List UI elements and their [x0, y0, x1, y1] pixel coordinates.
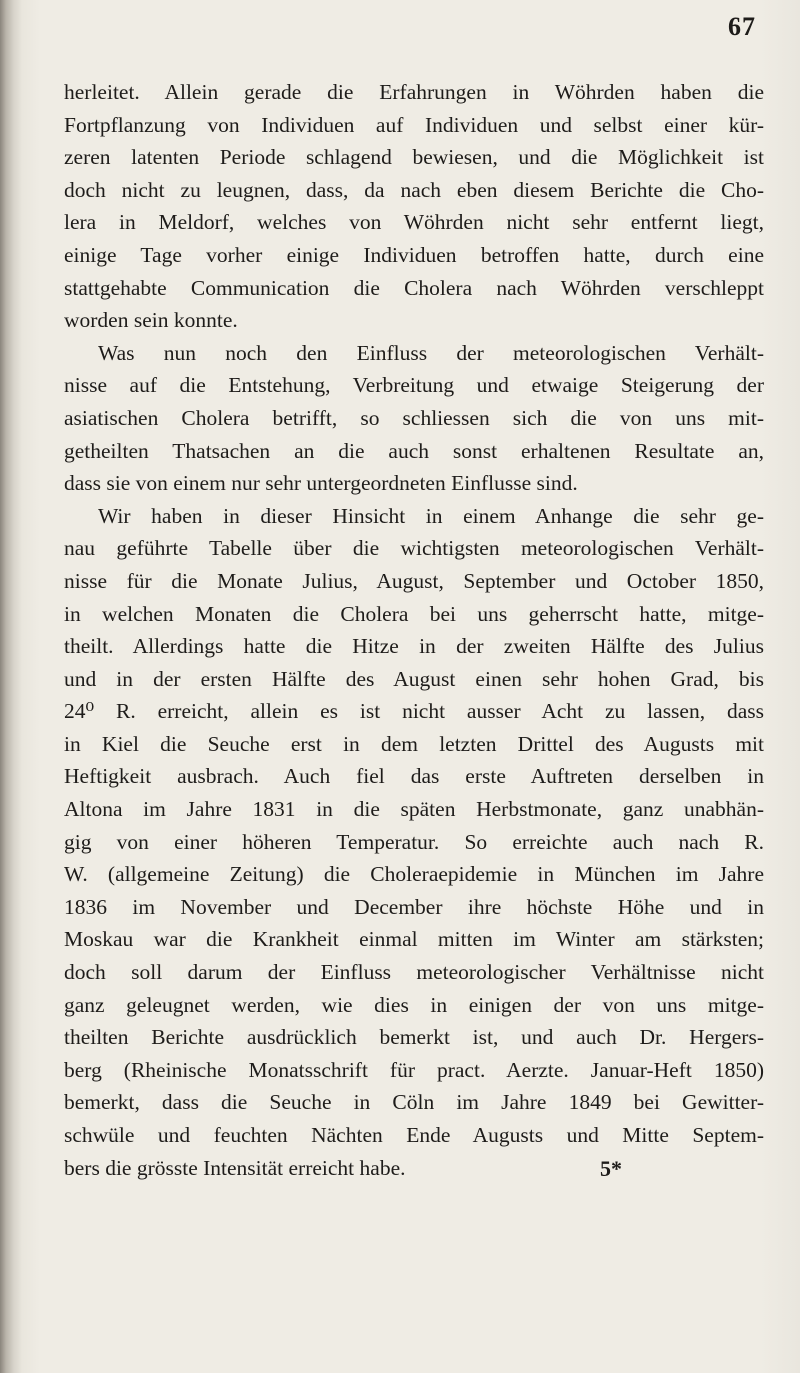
- text-line: herleitet. Allein gerade die Erfahrungen in Wöhrden haben die: [64, 80, 764, 104]
- text-line: Fortpflanzung von Individuen auf Individuen und selbst einer kür-: [64, 112, 764, 137]
- text-line: schwüle und feuchten Nächten Ende Augusts und Mitte Septem-: [64, 1123, 764, 1147]
- text-line: W. (allgemeine Zeitung) die Choleraepidemie in München im Jahre: [64, 862, 764, 887]
- text-line: doch soll darum der Einfluss meteorologischer Verhältnisse nicht: [64, 960, 764, 985]
- text-line: lera in Meldorf, welches von Wöhrden nicht sehr entfernt liegt,: [64, 210, 764, 235]
- text-line: nau geführte Tabelle über die wichtigsten meteorologischen Verhält-: [64, 536, 764, 561]
- binding-shadow: [0, 0, 22, 1373]
- text-line: ganz geleugnet werden, wie dies in einigen der von uns mitge-: [64, 992, 764, 1017]
- text-line: nisse auf die Entstehung, Verbreitung und etwaige Steigerung der: [64, 373, 764, 398]
- text-line: worden sein konnte.: [64, 308, 238, 333]
- text-line: nisse für die Monate Julius, August, September und October 1850,: [64, 568, 764, 593]
- body-text: [64, 76, 764, 1184]
- text-line: berg (Rheinische Monatsschrift für pract. Aerzte. Januar-Heft 1850): [64, 1057, 764, 1082]
- text-line: getheilten Thatsachen an die auch sonst erhaltenen Resultate an,: [64, 438, 764, 463]
- text-line: und in der ersten Hälfte des August einen sehr hohen Grad, bis: [64, 666, 764, 691]
- text-line: bemerkt, dass die Seuche in Cöln im Jahre 1849 bei Gewitter-: [64, 1090, 764, 1115]
- text-line: in Kiel die Seuche erst in dem letzten Drittel des Augusts mit: [64, 731, 764, 756]
- text-line: stattgehabte Communication die Cholera nach Wöhrden verschleppt: [64, 275, 764, 300]
- page-number: 67: [728, 12, 756, 41]
- text-line: gig von einer höheren Temperatur. So erreichte auch nach R.: [64, 829, 764, 854]
- text-line: einige Tage vorher einige Individuen betroffen hatte, durch eine: [64, 242, 764, 267]
- text-line: 1836 im November und December ihre höchste Höhe und in: [64, 894, 764, 919]
- text-line: Altona im Jahre 1831 in die späten Herbstmonate, ganz unabhän-: [64, 797, 764, 822]
- text-line: Moskau war die Krankheit einmal mitten im Winter am stärksten;: [64, 927, 764, 952]
- text-line: zeren latenten Periode schlagend bewiesen, und die Möglichkeit ist: [64, 145, 764, 170]
- text-line: theilten Berichte ausdrücklich bemerkt ist, und auch Dr. Hergers-: [64, 1025, 764, 1050]
- text-line: in welchen Monaten die Cholera bei uns geherrscht hatte, mitge-: [64, 601, 764, 626]
- text-line: bers die grösste Intensität erreicht habe.: [64, 1155, 406, 1180]
- text-line: Heftigkeit ausbrach. Auch fiel das erste Auftreten derselben in: [64, 764, 764, 789]
- text-line: theilt. Allerdings hatte die Hitze in der zweiten Hälfte des Julius: [64, 634, 764, 659]
- text-line: doch nicht zu leugnen, dass, da nach eben diesem Berichte die Cho-: [64, 177, 764, 202]
- text-line: 24⁰ R. erreicht, allein es ist nicht ausser Acht zu lassen, dass: [64, 699, 764, 724]
- text-line: Wir haben in dieser Hinsicht in einem Anhange die sehr ge-: [98, 503, 764, 528]
- text-line: dass sie von einem nur sehr untergeordneten Einflusse sind.: [64, 471, 578, 496]
- text-line: Was nun noch den Einfluss der meteorologischen Verhält-: [98, 340, 764, 365]
- text-line: asiatischen Cholera betrifft, so schliessen sich die von uns mit-: [64, 405, 764, 430]
- signature-mark: 5*: [600, 1156, 622, 1181]
